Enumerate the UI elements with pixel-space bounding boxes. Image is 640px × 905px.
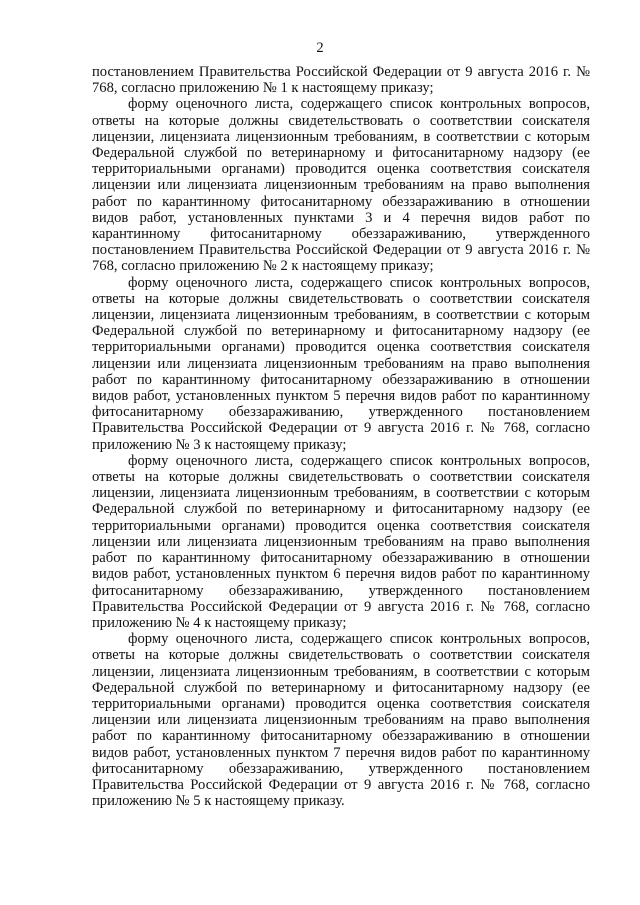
document-body xyxy=(92,64,590,809)
paragraph-continuation: постановлением Правительства Российской Федерации от 9 августа 2016 г. № 768, согласно приложению № 1 к настоящему приказу; xyxy=(92,64,590,97)
paragraph-appendix-5: форму оценочного листа, содержащего список контрольных вопросов, ответы на которые должны свидетельствовать о соответствии соискателя лицензии, лицензиата лицензионным требованиям, в соответствии с которым Федеральной службой по ветеринарному и фитосанитарному надзору (ее территориальными органами) проводится оценка соответствия соискателя лицензии или лицензиата лицензионным требованиям на право выполнения работ по карантинному фитосанитарному обеззараживанию в отношении видов работ, установленных пунктом 7 перечня видов работ по карантинному фитосанитарному обеззараживанию, утвержденного постановлением Правительства Российской Федерации от 9 августа 2016 г. № 768, согласно приложению № 5 к настоящему приказу. xyxy=(92,631,590,810)
paragraph-appendix-3: форму оценочного листа, содержащего список контрольных вопросов, ответы на которые должны свидетельствовать о соответствии соискателя лицензии, лицензиата лицензионным требованиям, в соответствии с которым Федеральной службой по ветеринарному и фитосанитарному надзору (ее территориальными органами) проводится оценка соответствия соискателя лицензии или лицензиата лицензионным требованиям на право выполнения работ по карантинному фитосанитарному обеззараживанию в отношении видов работ, установленных пунктом 5 перечня видов работ по карантинному фитосанитарному обеззараживанию, утвержденного постановлением Правительства Российской Федерации от 9 августа 2016 г. № 768, согласно приложению № 3 к настоящему приказу; xyxy=(92,274,590,453)
paragraph-appendix-2: форму оценочного листа, содержащего список контрольных вопросов, ответы на которые должны свидетельствовать о соответствии соискателя лицензии, лицензиата лицензионным требованиям, в соответствии с которым Федеральной службой по ветеринарному и фитосанитарному надзору (ее территориальными органами) проводится оценка соответствия соискателя лицензии или лицензиата лицензионным требованиям на право выполнения работ по карантинному фитосанитарному обеззараживанию в отношении видов работ, установленных пунктами 3 и 4 перечня видов работ по карантинному фитосанитарному обеззараживанию, утвержденного постановлением Правительства Российской Федерации от 9 августа 2016 г. № 768, согласно приложению № 2 к настоящему приказу; xyxy=(92,96,590,275)
page-number: 2 xyxy=(316,40,324,56)
paragraph-appendix-4: форму оценочного листа, содержащего список контрольных вопросов, ответы на которые должны свидетельствовать о соответствии соискателя лицензии, лицензиата лицензионным требованиям, в соответствии с которым Федеральной службой по ветеринарному и фитосанитарному надзору (ее территориальными органами) проводится оценка соответствия соискателя лицензии или лицензиата лицензионным требованиям на право выполнения работ по карантинному фитосанитарному обеззараживанию в отношении видов работ, установленных пунктом 6 перечня видов работ по карантинному фитосанитарному обеззараживанию, утвержденного постановлением Правительства Российской Федерации от 9 августа 2016 г. № 768, согласно приложению № 4 к настоящему приказу; xyxy=(92,452,590,631)
